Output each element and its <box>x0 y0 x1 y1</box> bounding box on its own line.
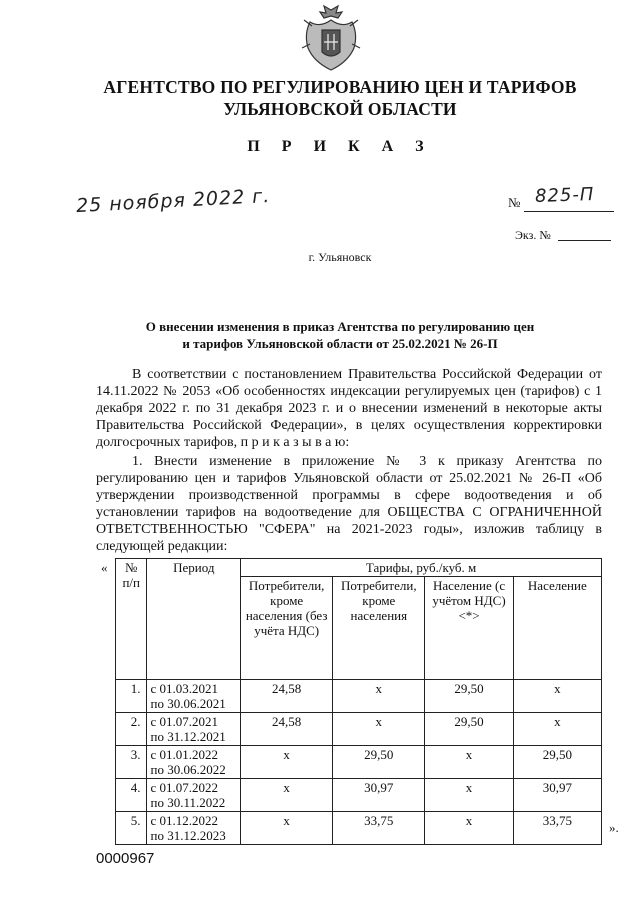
header-population: Население <box>513 577 601 680</box>
order-number-underline <box>524 211 614 212</box>
cell-consumers-no-vat: x <box>241 779 333 812</box>
period-from: с 01.03.2021 <box>150 681 219 696</box>
cell-population: x <box>513 680 601 713</box>
period-from: с 01.07.2021 <box>150 714 219 729</box>
cell-consumers-no-vat: 24,58 <box>241 713 333 746</box>
cell-consumers: x <box>333 713 425 746</box>
table-row <box>116 713 602 746</box>
agency-name <box>40 76 640 120</box>
period-to: по 30.06.2021 <box>150 696 226 711</box>
paragraph-preamble-text: В соответствии с постановлением Правительства Российской Федерации от 14.11.2022 № 2053 «Об особенностях индексации регулируемых цен (тарифов) с 1 декабря 2022 г. по 31 декабря 2023 г. и о внесении изменений в некоторые акты Правительства Российской Федерации», в целях осуществления корректировки долгосрочных тарифов, п р и к а з ы в а ю: <box>96 367 602 450</box>
city: г. Ульяновск <box>308 250 372 264</box>
cell-consumers: 29,50 <box>333 746 425 779</box>
table-row <box>116 746 602 779</box>
cell-row-number: 3. <box>116 746 147 779</box>
cell-population-vat: x <box>425 779 513 812</box>
cell-row-number: 2. <box>116 713 147 746</box>
copy-number-underline <box>558 240 611 241</box>
header-tariffs-group: Тарифы, руб./куб. м <box>241 559 602 577</box>
handwritten-date: 25 ноября 2022 г. <box>75 184 271 218</box>
cell-population-vat: x <box>425 812 513 845</box>
cell-period <box>147 713 241 746</box>
header-row-number: № п/п <box>116 559 147 680</box>
cell-period <box>147 680 241 713</box>
order-title <box>40 318 640 352</box>
table-header-row <box>116 559 602 577</box>
period-from: с 01.07.2022 <box>150 780 219 795</box>
document-code: 0000967 <box>96 850 155 867</box>
table-row <box>116 812 602 845</box>
order-number-label: № <box>508 195 521 210</box>
period-from: с 01.01.2022 <box>150 747 219 762</box>
cell-consumers: 30,97 <box>333 779 425 812</box>
cell-period <box>147 746 241 779</box>
tariff-table <box>115 558 602 845</box>
paragraph-item-1-text: 1. Внести изменение в приложение № 3 к приказу Агентства по регулированию цен и тарифов Ульяновской области от 25.02.2021 № 26-П «Об утверждении производственной программы в сфере водоотведения и об установлении тарифов на водоотведение для ОБЩЕСТВА С ОГРАНИЧЕННОЙ ОТВЕТСТВЕННОСТЬЮ "СФЕРА" на 2021-2023 годы», изложив таблицу в следующей редакции: <box>96 454 602 554</box>
paragraph-preamble <box>96 366 602 451</box>
cell-consumers: 33,75 <box>333 812 425 845</box>
table-row <box>116 680 602 713</box>
cell-population-vat: 29,50 <box>425 680 513 713</box>
cell-population: x <box>513 713 601 746</box>
cell-population: 30,97 <box>513 779 601 812</box>
coat-of-arms-emblem <box>300 4 362 74</box>
copy-number-label: Экз. № <box>515 228 551 242</box>
handwritten-order-number: 825-П <box>534 183 595 208</box>
period-from: с 01.12.2022 <box>150 813 219 828</box>
cell-population: 33,75 <box>513 812 601 845</box>
paragraph-item-1 <box>96 453 602 555</box>
header-consumers: Потребители, кроме населения <box>333 577 425 680</box>
cell-consumers-no-vat: 24,58 <box>241 680 333 713</box>
cell-population-vat: 29,50 <box>425 713 513 746</box>
cell-row-number: 5. <box>116 812 147 845</box>
agency-name-line2: УЛЬЯНОВСКОЙ ОБЛАСТИ <box>223 99 457 119</box>
cell-row-number: 4. <box>116 779 147 812</box>
period-to: по 31.12.2021 <box>150 729 226 744</box>
header-population-vat: Население (с учётом НДС)<*> <box>425 577 513 680</box>
document-type: П Р И К А З <box>247 138 433 155</box>
header-consumers-no-vat: Потребители, кроме населения (без учёта НДС) <box>241 577 333 680</box>
period-to: по 31.12.2023 <box>150 828 226 843</box>
agency-name-line1: АГЕНТСТВО ПО РЕГУЛИРОВАНИЮ ЦЕН И ТАРИФОВ <box>103 77 577 97</box>
cell-consumers-no-vat: x <box>241 746 333 779</box>
period-to: по 30.06.2022 <box>150 762 226 777</box>
cell-period <box>147 812 241 845</box>
quote-close-mark: ». <box>609 820 619 835</box>
cell-consumers: x <box>333 680 425 713</box>
period-to: по 30.11.2022 <box>150 795 226 810</box>
cell-population: 29,50 <box>513 746 601 779</box>
cell-consumers-no-vat: x <box>241 812 333 845</box>
order-title-line1: О внесении изменения в приказ Агентства по регулированию цен <box>145 319 535 334</box>
quote-open-mark: « <box>101 560 108 575</box>
cell-population-vat: x <box>425 746 513 779</box>
header-period: Период <box>147 559 241 680</box>
order-title-line2: и тарифов Ульяновской области от 25.02.2021 № 26-П <box>182 336 498 351</box>
cell-row-number: 1. <box>116 680 147 713</box>
cell-period <box>147 779 241 812</box>
table-row <box>116 779 602 812</box>
